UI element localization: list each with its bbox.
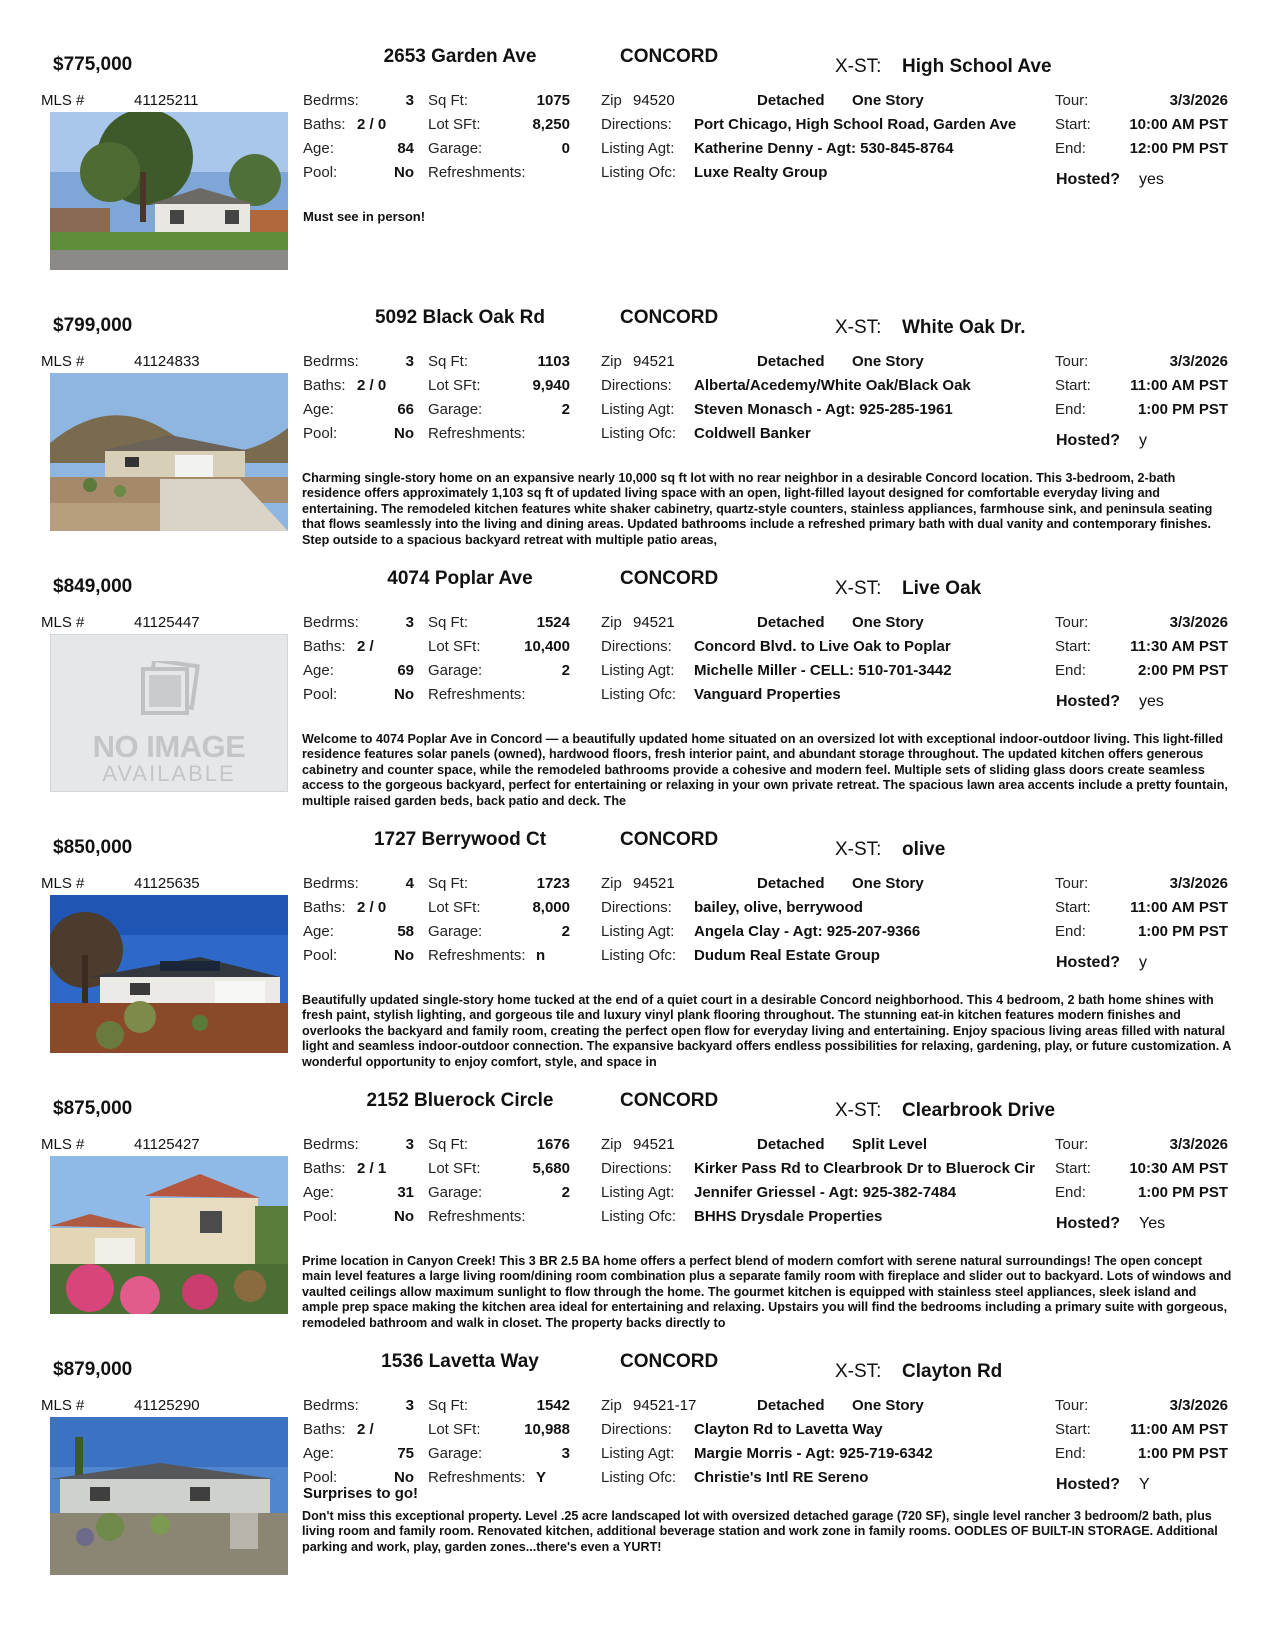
- garage-label: Garage:: [428, 923, 483, 940]
- hosted-value: yes: [1139, 171, 1164, 188]
- listing-address: 4074 Poplar Ave: [387, 568, 533, 589]
- garage-label: Garage:: [428, 140, 483, 157]
- end-time: 1:00 PM PST: [1137, 923, 1228, 940]
- age-value: 66: [397, 401, 414, 418]
- lot-sqft-value: 9,940: [532, 377, 570, 394]
- end-time: 12:00 PM PST: [1129, 140, 1228, 157]
- sqft-label: Sq Ft:: [428, 92, 469, 109]
- pool-value: No: [394, 686, 414, 703]
- zip-value: 94521: [633, 875, 675, 892]
- age-value: 69: [397, 662, 414, 679]
- cross-street: Clayton Rd: [902, 1361, 1003, 1382]
- baths-value: 2 / 1: [357, 1160, 387, 1177]
- cross-street-label: X-ST:: [835, 317, 882, 338]
- property-type: Detached: [757, 353, 825, 370]
- hosted-value: Y: [1139, 1476, 1150, 1493]
- age-label: Age:: [303, 140, 334, 157]
- pool-label: Pool:: [303, 1208, 338, 1225]
- sqft-label: Sq Ft:: [428, 1397, 469, 1414]
- available-label: AVAILABLE: [102, 761, 236, 786]
- cross-street: Live Oak: [902, 578, 982, 599]
- garage-label: Garage:: [428, 1445, 483, 1462]
- refreshments-label: Refreshments:: [428, 1469, 526, 1486]
- tour-label: Tour:: [1055, 1397, 1089, 1414]
- baths-value: 2 / 0: [357, 116, 387, 133]
- no-image-label: NO IMAGE: [92, 729, 246, 764]
- start-time: 11:00 AM PST: [1130, 899, 1228, 916]
- bedrooms-value: 3: [405, 1136, 414, 1153]
- zip-label: Zip: [601, 1397, 622, 1414]
- listing-office: Vanguard Properties: [694, 686, 841, 703]
- baths-label: Baths:: [303, 1160, 346, 1177]
- refreshments-label: Refreshments:: [428, 425, 526, 442]
- listing-agent-label: Listing Agt:: [601, 1184, 675, 1201]
- start-time: 11:00 AM PST: [1130, 377, 1228, 394]
- bedrooms-value: 3: [405, 92, 414, 109]
- end-time: 1:00 PM PST: [1137, 1445, 1228, 1462]
- baths-value: 2 /: [357, 638, 374, 655]
- zip-label: Zip: [601, 353, 622, 370]
- lot-sqft-value: 5,680: [532, 1160, 570, 1177]
- age-value: 75: [397, 1445, 414, 1462]
- listing-card: [0, 299, 1275, 559]
- bedrooms-value: 3: [405, 353, 414, 370]
- garage-label: Garage:: [428, 662, 483, 679]
- directions-label: Directions:: [601, 638, 672, 655]
- directions-value: Clayton Rd to Lavetta Way: [694, 1421, 883, 1438]
- bedrooms-label: Bedrms:: [303, 1136, 359, 1153]
- start-time: 10:00 AM PST: [1129, 116, 1228, 133]
- directions-value: Port Chicago, High School Road, Garden Ave: [694, 116, 1017, 133]
- hosted-value: Yes: [1139, 1215, 1166, 1232]
- bedrooms-label: Bedrms:: [303, 92, 359, 109]
- lot-sqft-label: Lot SFt:: [428, 899, 481, 916]
- end-time: 1:00 PM PST: [1137, 1184, 1228, 1201]
- age-label: Age:: [303, 662, 334, 679]
- tour-label: Tour:: [1055, 353, 1089, 370]
- listing-photo[interactable]: [50, 373, 288, 531]
- age-label: Age:: [303, 401, 334, 418]
- baths-label: Baths:: [303, 377, 346, 394]
- sqft-value: 1542: [536, 1397, 570, 1414]
- listing-description: Welcome to 4074 Poplar Ave in Concord — a beautifully updated home situated on an oversized lot with exceptional indoor-outdoor living. This light-filled residence features solar panels (owned), hardwood floors, fresh interior paint, and abundant storage throughout. The updated kitchen offers generous cabinetry and counter space, while the remodeled bathrooms provide a cohesive and modern feel. Multiple sets of sliding glass doors create seamless access to the gorgeous backyard, perfect for entertaining or relaxing in your own private retreat. The spacious lawn area accents include a pretty fountain, multiple raised garden beds, back patio and deck. The: [302, 732, 1228, 808]
- garage-label: Garage:: [428, 401, 483, 418]
- cross-street-label: X-ST:: [835, 578, 882, 599]
- listing-agent: Michelle Miller - CELL: 510-701-3442: [694, 662, 952, 679]
- zip-value: 94521: [633, 353, 675, 370]
- listing-office-label: Listing Ofc:: [601, 425, 677, 442]
- listing-remark: Must see in person!: [303, 209, 426, 224]
- zip-label: Zip: [601, 92, 622, 109]
- lot-sqft-label: Lot SFt:: [428, 1160, 481, 1177]
- bedrooms-label: Bedrms:: [303, 353, 359, 370]
- baths-value: 2 / 0: [357, 377, 387, 394]
- pool-label: Pool:: [303, 686, 338, 703]
- cross-street: High School Ave: [902, 56, 1052, 77]
- pool-value: No: [394, 1469, 414, 1486]
- property-style: One Story: [852, 92, 924, 109]
- hosted-label: Hosted?: [1056, 1476, 1120, 1493]
- listing-address: 2653 Garden Ave: [383, 46, 537, 67]
- directions-value: Kirker Pass Rd to Clearbrook Dr to Bluerock Cir: [694, 1160, 1035, 1177]
- mls-number: 41125427: [134, 1136, 200, 1153]
- hosted-label: Hosted?: [1056, 693, 1120, 710]
- tour-label: Tour:: [1055, 1136, 1089, 1153]
- end-label: End:: [1055, 923, 1086, 940]
- refreshments-value: n: [536, 947, 546, 964]
- directions-label: Directions:: [601, 899, 672, 916]
- garage-value: 3: [561, 1445, 570, 1462]
- age-label: Age:: [303, 1184, 334, 1201]
- tour-date: 3/3/2026: [1169, 353, 1228, 370]
- lot-sqft-label: Lot SFt:: [428, 1421, 481, 1438]
- hosted-label: Hosted?: [1056, 954, 1120, 971]
- tour-date: 3/3/2026: [1169, 1136, 1228, 1153]
- mls-label: MLS #: [41, 614, 85, 631]
- tour-date: 3/3/2026: [1169, 614, 1228, 631]
- pool-value: No: [394, 164, 414, 181]
- bedrooms-value: 4: [405, 875, 414, 892]
- listing-agent-label: Listing Agt:: [601, 662, 675, 679]
- zip-value: 94521: [633, 1136, 675, 1153]
- end-label: End:: [1055, 1184, 1086, 1201]
- listing-office: Dudum Real Estate Group: [694, 947, 880, 964]
- bedrooms-label: Bedrms:: [303, 1397, 359, 1414]
- listing-price: $850,000: [53, 837, 133, 858]
- listing-city: CONCORD: [620, 1090, 719, 1111]
- property-type: Detached: [757, 614, 825, 631]
- listing-price: $875,000: [53, 1098, 133, 1119]
- sqft-value: 1723: [536, 875, 570, 892]
- property-style: One Story: [852, 353, 924, 370]
- zip-label: Zip: [601, 1136, 622, 1153]
- zip-value: 94520: [633, 92, 675, 109]
- garage-value: 2: [561, 1184, 570, 1201]
- directions-value: Alberta/Acedemy/White Oak/Black Oak: [694, 377, 971, 394]
- listing-agent-label: Listing Agt:: [601, 1445, 675, 1462]
- start-time: 10:30 AM PST: [1129, 1160, 1228, 1177]
- listing-city: CONCORD: [620, 307, 719, 328]
- zip-label: Zip: [601, 875, 622, 892]
- start-label: Start:: [1055, 116, 1091, 133]
- listing-remark: Surprises to go!: [303, 1485, 419, 1502]
- mls-label: MLS #: [41, 875, 85, 892]
- garage-label: Garage:: [428, 1184, 483, 1201]
- bedrooms-value: 3: [405, 1397, 414, 1414]
- property-type: Detached: [757, 1397, 825, 1414]
- zip-value: 94521: [633, 614, 675, 631]
- hosted-value: y: [1139, 432, 1147, 449]
- garage-value: 2: [561, 923, 570, 940]
- listing-city: CONCORD: [620, 829, 719, 850]
- pool-value: No: [394, 425, 414, 442]
- bedrooms-value: 3: [405, 614, 414, 631]
- refreshments-label: Refreshments:: [428, 686, 526, 703]
- listing-address: 2152 Bluerock Circle: [366, 1090, 554, 1111]
- mls-label: MLS #: [41, 1136, 85, 1153]
- refreshments-label: Refreshments:: [428, 164, 526, 181]
- listing-office-label: Listing Ofc:: [601, 1469, 677, 1486]
- sqft-label: Sq Ft:: [428, 614, 469, 631]
- mls-number: 41125447: [134, 614, 200, 631]
- age-value: 58: [397, 923, 414, 940]
- lot-sqft-label: Lot SFt:: [428, 638, 481, 655]
- cross-street-label: X-ST:: [835, 56, 882, 77]
- cross-street: olive: [902, 839, 946, 860]
- start-label: Start:: [1055, 899, 1091, 916]
- start-label: Start:: [1055, 1421, 1091, 1438]
- age-value: 31: [397, 1184, 414, 1201]
- listing-office-label: Listing Ofc:: [601, 164, 677, 181]
- pool-label: Pool:: [303, 1469, 338, 1486]
- listing-agent: Margie Morris - Agt: 925-719-6342: [694, 1445, 933, 1462]
- listing-card: [0, 821, 1275, 1081]
- tour-label: Tour:: [1055, 92, 1089, 109]
- property-type: Detached: [757, 92, 825, 109]
- listing-agent: Jennifer Griessel - Agt: 925-382-7484: [694, 1184, 957, 1201]
- cross-street: Clearbrook Drive: [902, 1100, 1056, 1121]
- listing-photo[interactable]: [50, 1156, 288, 1314]
- listing-address: 1727 Berrywood Ct: [373, 829, 547, 850]
- lot-sqft-label: Lot SFt:: [428, 377, 481, 394]
- garage-value: 2: [561, 401, 570, 418]
- tour-date: 3/3/2026: [1169, 1397, 1228, 1414]
- listing-city: CONCORD: [620, 1351, 719, 1372]
- mls-label: MLS #: [41, 353, 85, 370]
- mls-number: 41124833: [134, 353, 200, 370]
- start-label: Start:: [1055, 377, 1091, 394]
- mls-number: 41125211: [134, 92, 199, 109]
- mls-number: 41125290: [134, 1397, 200, 1414]
- sqft-value: 1524: [536, 614, 570, 631]
- hosted-label: Hosted?: [1056, 171, 1120, 188]
- hosted-value: y: [1139, 954, 1147, 971]
- hosted-value: yes: [1139, 693, 1164, 710]
- listing-card: [0, 1082, 1275, 1342]
- tour-date: 3/3/2026: [1169, 92, 1228, 109]
- bedrooms-label: Bedrms:: [303, 614, 359, 631]
- garage-value: 2: [561, 662, 570, 679]
- cross-street-label: X-ST:: [835, 1100, 882, 1121]
- mls-label: MLS #: [41, 92, 85, 109]
- lot-sqft-value: 8,250: [532, 116, 570, 133]
- baths-label: Baths:: [303, 116, 346, 133]
- directions-label: Directions:: [601, 1421, 672, 1438]
- listing-address: 5092 Black Oak Rd: [374, 307, 546, 328]
- age-label: Age:: [303, 1445, 334, 1462]
- tour-label: Tour:: [1055, 875, 1089, 892]
- baths-value: 2 / 0: [357, 899, 387, 916]
- zip-value: 94521-17: [633, 1397, 697, 1414]
- sqft-value: 1103: [537, 353, 570, 370]
- sqft-value: 1676: [536, 1136, 570, 1153]
- listing-office: Luxe Realty Group: [694, 164, 828, 181]
- listing-price: $775,000: [53, 54, 133, 75]
- directions-label: Directions:: [601, 377, 672, 394]
- pool-value: No: [394, 947, 414, 964]
- zip-label: Zip: [601, 614, 622, 631]
- listing-office: Christie's Intl RE Sereno: [694, 1469, 869, 1486]
- property-style: One Story: [852, 614, 924, 631]
- property-style: One Story: [852, 875, 924, 892]
- listing-office: BHHS Drysdale Properties: [694, 1208, 883, 1225]
- refreshments-label: Refreshments:: [428, 1208, 526, 1225]
- cross-street-label: X-ST:: [835, 1361, 882, 1382]
- tour-date: 3/3/2026: [1169, 875, 1228, 892]
- listing-office: Coldwell Banker: [694, 425, 811, 442]
- listing-office-label: Listing Ofc:: [601, 686, 677, 703]
- listing-card: [0, 38, 1275, 298]
- lot-sqft-value: 10,988: [524, 1421, 570, 1438]
- refreshments-value: Y: [536, 1469, 547, 1486]
- lot-sqft-label: Lot SFt:: [428, 116, 481, 133]
- listing-description: Charming single-story home on an expansive nearly 10,000 sq ft lot with no rear neighbor in a desirable Concord location. This 3-bedroom, 2-bath residence offers approximately 1,103 sq ft of updated living space with an open, light-filled layout designed for comfortable everyday living and entertaining. The remodeled kitchen features white shaker cabinetry, quartz-style counters, stainless appliances, farmhouse sink, and peninsula seating that flows seamlessly into the living and dining areas. Updated bathrooms include a refreshed primary bath with dual vanity and contemporary finishes. Step outside to a spacious backyard retreat with multiple patio areas,: [302, 471, 1213, 547]
- sqft-value: 1075: [536, 92, 570, 109]
- listing-description: Don't miss this exceptional property. Level .25 acre landscaped lot with oversized detached garage (720 SF), single level rancher 3 bedroom/2 bath, plus living room and family room. Renovated kitchen, additional beverage station and work zone in family rooms. OODLES OF BUILT-IN STORAGE. Additional parking and work, play, garden zones...there's even a YURT!: [302, 1509, 1218, 1554]
- sqft-label: Sq Ft:: [428, 1136, 469, 1153]
- refreshments-label: Refreshments:: [428, 947, 526, 964]
- bedrooms-label: Bedrms:: [303, 875, 359, 892]
- listing-address: 1536 Lavetta Way: [381, 1351, 539, 1372]
- end-label: End:: [1055, 140, 1086, 157]
- property-type: Detached: [757, 875, 825, 892]
- listing-agent: Steven Monasch - Agt: 925-285-1961: [694, 401, 953, 418]
- end-label: End:: [1055, 1445, 1086, 1462]
- end-label: End:: [1055, 401, 1086, 418]
- end-time: 2:00 PM PST: [1137, 662, 1228, 679]
- listing-agent: Angela Clay - Agt: 925-207-9366: [694, 923, 921, 940]
- listing-office-label: Listing Ofc:: [601, 947, 677, 964]
- listing-price: $849,000: [53, 576, 133, 597]
- directions-label: Directions:: [601, 1160, 672, 1177]
- pool-label: Pool:: [303, 425, 338, 442]
- mls-number: 41125635: [134, 875, 200, 892]
- end-label: End:: [1055, 662, 1086, 679]
- listing-agent-label: Listing Agt:: [601, 140, 675, 157]
- listing-agent-label: Listing Agt:: [601, 401, 675, 418]
- no-image-placeholder: [50, 634, 288, 792]
- listing-office-label: Listing Ofc:: [601, 1208, 677, 1225]
- listing-description: Prime location in Canyon Creek! This 3 BR 2.5 BA home offers a perfect blend of modern comfort with serene natural surroundings! The open concept main level features a large living room/dining room combination plus a separate family room with fireplace and slider out to backyard. Lots of windows and vaulted ceilings allow maximum sunlight to flow through the home. The gourmet kitchen is equipped with stainless steel appliances, sleek island and ample prep space making the kitchen area ideal for entertaining and relaxing. Upstairs you will find the bedrooms including a primary suite with gorgeous, remodeled bathroom and walk in closet. The property backs directly to: [302, 1254, 1232, 1330]
- listing-agent-label: Listing Agt:: [601, 923, 675, 940]
- property-type: Detached: [757, 1136, 825, 1153]
- listing-card: [0, 1343, 1275, 1603]
- listing-price: $799,000: [53, 315, 133, 336]
- baths-label: Baths:: [303, 638, 346, 655]
- age-label: Age:: [303, 923, 334, 940]
- directions-label: Directions:: [601, 116, 672, 133]
- hosted-label: Hosted?: [1056, 432, 1120, 449]
- listing-city: CONCORD: [620, 46, 719, 67]
- lot-sqft-value: 8,000: [532, 899, 570, 916]
- listing-agent: Katherine Denny - Agt: 530-845-8764: [694, 140, 954, 157]
- cross-street: White Oak Dr.: [902, 317, 1026, 338]
- start-time: 11:00 AM PST: [1130, 1421, 1228, 1438]
- start-label: Start:: [1055, 638, 1091, 655]
- property-style: Split Level: [852, 1136, 928, 1153]
- photo-stack-icon: [131, 661, 201, 723]
- listing-description: Beautifully updated single-story home tucked at the end of a quiet court in a desirable Concord neighborhood. This 4 bedroom, 2 bath home shines with fresh paint, stylish lighting, and gorgeous tile and luxury vinyl plank flooring throughout. The stunning eat-in kitchen features modern finishes and overlooks the backyard and family room, creating the perfect open flow for everyday living and entertaining. Enjoy spacious living areas filled with natural light and seamless indoor-outdoor connection. The expansive backyard offers endless possibilities for relaxing, gardening, play, or future customization. A wonderful opportunity to enjoy comfort, style, and space in: [302, 993, 1231, 1069]
- listing-photo[interactable]: [50, 112, 288, 270]
- sqft-label: Sq Ft:: [428, 875, 469, 892]
- baths-value: 2 /: [357, 1421, 374, 1438]
- listing-card: [0, 560, 1275, 820]
- listing-city: CONCORD: [620, 568, 719, 589]
- directions-value: Concord Blvd. to Live Oak to Poplar: [694, 638, 951, 655]
- baths-label: Baths:: [303, 899, 346, 916]
- listing-price: $879,000: [53, 1359, 133, 1380]
- property-style: One Story: [852, 1397, 924, 1414]
- directions-value: bailey, olive, berrywood: [694, 899, 863, 916]
- hosted-label: Hosted?: [1056, 1215, 1120, 1232]
- age-value: 84: [397, 140, 414, 157]
- end-time: 1:00 PM PST: [1137, 401, 1228, 418]
- pool-label: Pool:: [303, 164, 338, 181]
- listing-photo[interactable]: [50, 1417, 288, 1575]
- baths-label: Baths:: [303, 1421, 346, 1438]
- pool-value: No: [394, 1208, 414, 1225]
- tour-label: Tour:: [1055, 614, 1089, 631]
- garage-value: 0: [561, 140, 570, 157]
- start-time: 11:30 AM PST: [1130, 638, 1228, 655]
- listing-photo[interactable]: [50, 895, 288, 1053]
- lot-sqft-value: 10,400: [524, 638, 570, 655]
- start-label: Start:: [1055, 1160, 1091, 1177]
- pool-label: Pool:: [303, 947, 338, 964]
- mls-label: MLS #: [41, 1397, 85, 1414]
- sqft-label: Sq Ft:: [428, 353, 469, 370]
- cross-street-label: X-ST:: [835, 839, 882, 860]
